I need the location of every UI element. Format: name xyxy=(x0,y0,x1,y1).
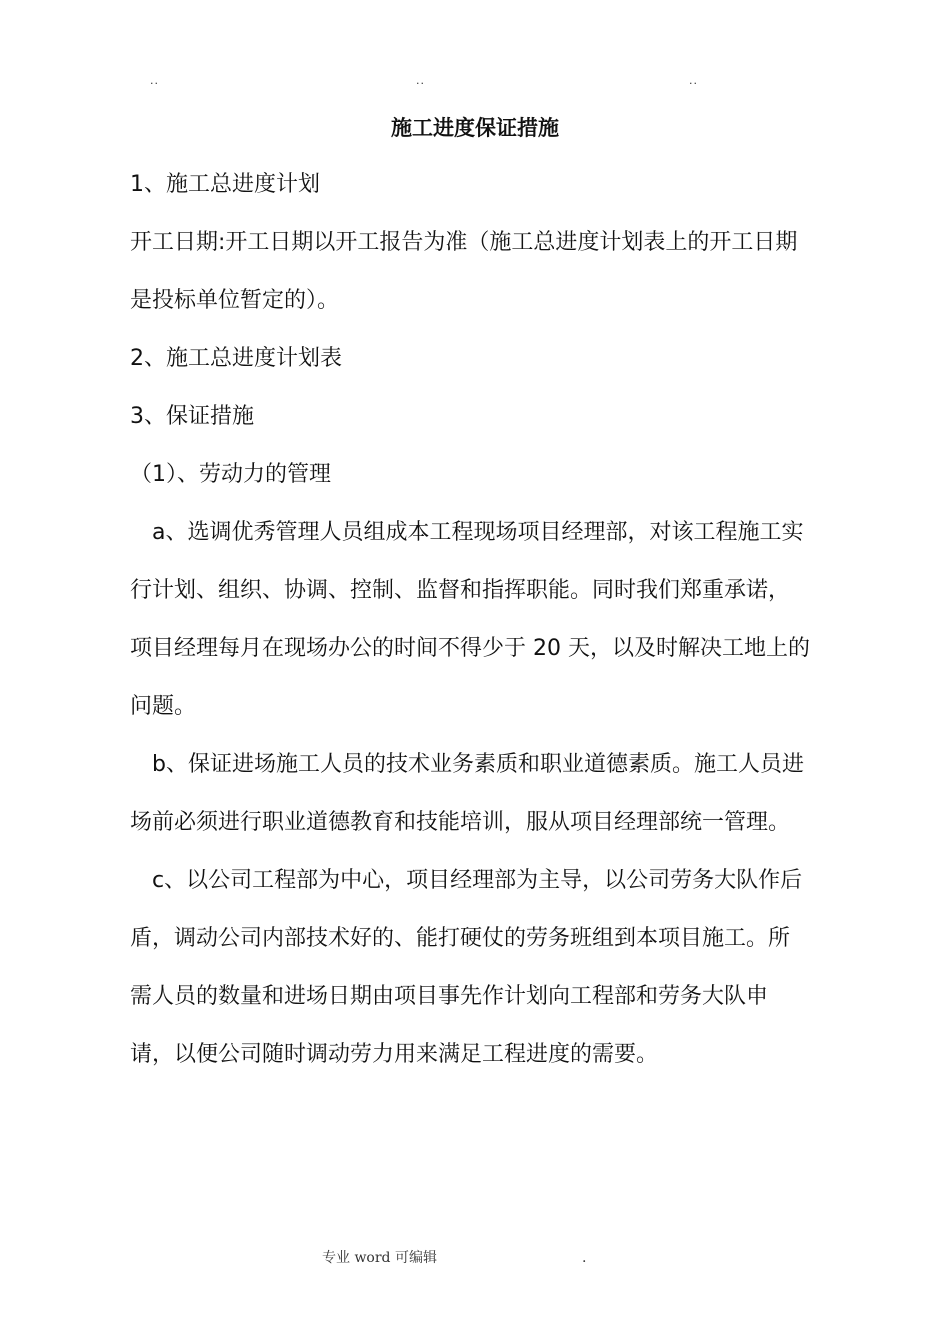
footer-mark: . xyxy=(582,1250,587,1266)
header-mark-right: .. xyxy=(689,74,698,87)
section-heading-schedule: 1、施工总进度计划 xyxy=(130,172,320,197)
header-mark-left: .. xyxy=(150,74,159,87)
document-title: 施工进度保证措施 xyxy=(391,116,559,140)
paragraph-item-b: b、保证进场施工人员的技术业务素质和职业道德素质。施工人员进场前必须进行职业道德教育和技能培训，服从项目经理部统一管理。 xyxy=(130,752,804,835)
document-body xyxy=(130,156,810,1084)
paragraph-item-a: a、选调优秀管理人员组成本工程现场项目经理部，对该工程施工实行计划、组织、协调、控制、监督和指挥职能。同时我们郑重承诺，项目经理每月在现场办公的时间不得少于 20 天，以及时解决工地上的问题。 xyxy=(130,520,810,719)
section-heading-schedule-table: 2、施工总进度计划表 xyxy=(130,346,342,371)
paragraph-item-c: c、以公司工程部为中心，项目经理部为主导，以公司劳务大队作后盾，调动公司内部技术好的、能打硬仗的劳务班组到本项目施工。所需人员的数量和进场日期由项目事先作计划向工程部和劳务大队申请，以便公司随时调动劳力用来满足工程进度的需要。 xyxy=(130,868,803,1067)
header-mark-center: .. xyxy=(416,74,425,87)
subsection-heading-labor: （1）、劳动力的管理 xyxy=(130,462,331,487)
footer-label: 专业 word 可编辑 xyxy=(322,1250,437,1266)
section-heading-measures: 3、保证措施 xyxy=(130,404,254,429)
paragraph-start-date: 开工日期:开工日期以开工报告为准（施工总进度计划表上的开工日期是投标单位暂定的）。 xyxy=(130,230,798,313)
